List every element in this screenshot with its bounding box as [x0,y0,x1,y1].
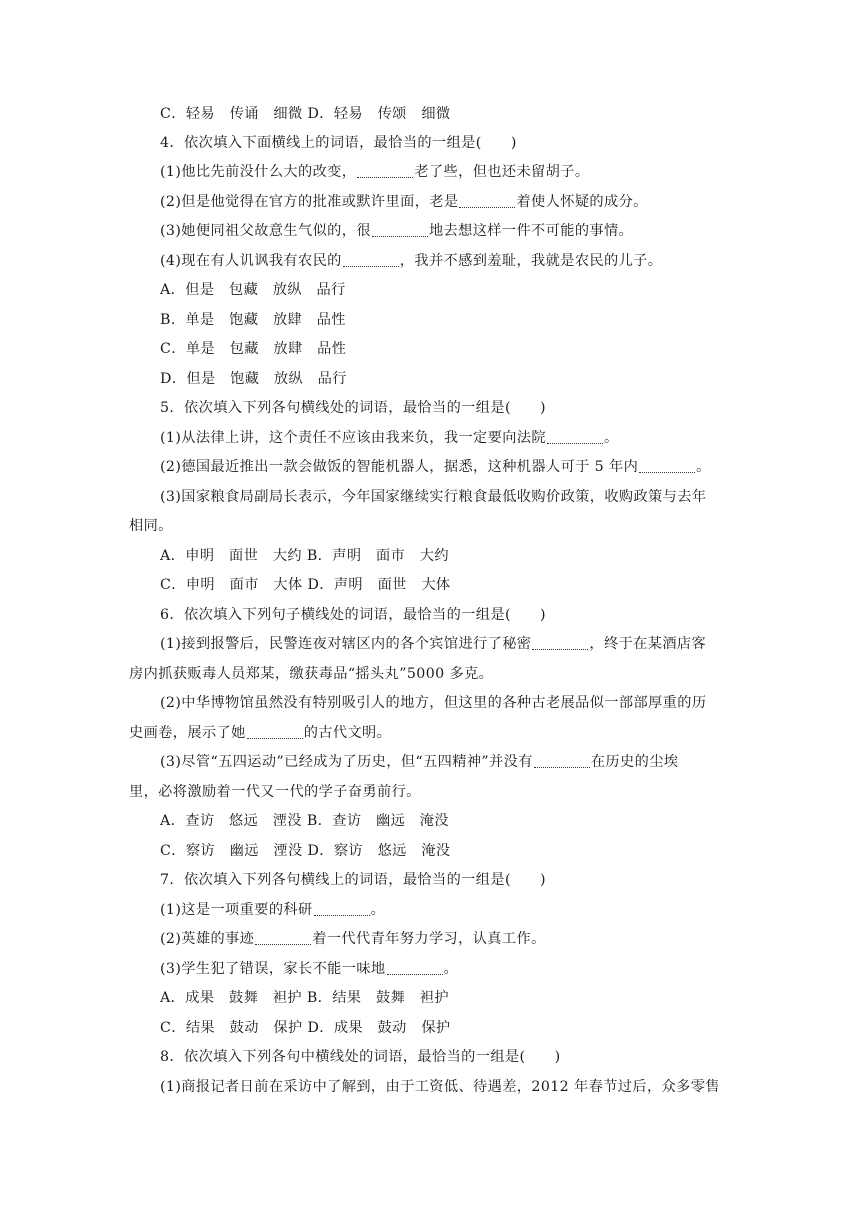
line-text: (4)现在有人讥讽我有农民的 [160,253,342,269]
sentence-line [160,192,648,212]
sentence-line [160,1077,720,1097]
line-text: 6．依次填入下列句子横线处的词语，最恰当的一组是( ) [160,607,546,623]
option-line [160,104,451,124]
sentence-line [129,782,421,802]
option-line [160,575,451,595]
sentence-line [160,693,706,713]
line-text: C．结果 鼓动 保护 D．成果 鼓动 保护 [160,1020,451,1036]
line-text: ，终于在某酒店客 [589,636,707,652]
line-text: 。 [443,961,459,977]
line-text: C．察访 幽远 湮没 D．察访 悠远 淹没 [160,843,451,859]
line-text: 。 [696,459,711,475]
line-text: (1)接到报警后，民警连夜对辖区内的各个宾馆进行了秘密 [160,636,532,652]
sentence-line [160,634,706,654]
line-text: C．申明 面市 大体 D．声明 面世 大体 [160,577,451,593]
question-heading [160,133,517,153]
question-heading [160,398,546,418]
fill-in-blank [534,753,590,768]
line-text: 史画卷，展示了她 [129,725,246,741]
line-text: 在历史的尘埃 [590,754,679,770]
line-text: C．单是 包藏 放肆 品性 [160,341,347,357]
fill-in-blank [532,635,588,650]
line-text: A．申明 面世 大约 B．声明 面市 大约 [160,548,449,564]
sentence-line [160,959,458,979]
line-text: (3)国家粮食局副局长表示，今年国家继续实行粮食最低收购价政策，收购政策与去年 [160,489,707,505]
line-text: 着一代代青年努力学习，认真工作。 [312,931,546,947]
fill-in-blank [639,458,695,473]
line-text: ，我并不感到羞耻，我就是农民的儿子。 [399,253,663,269]
line-text: A．但是 包藏 放纵 品行 [160,282,346,298]
sentence-line [160,752,678,772]
line-text: (2)但是他觉得在官方的批准或默许里面，老是 [160,194,459,210]
sentence-line [160,162,589,182]
sentence-line [160,221,633,241]
sentence-line [160,251,662,271]
question-heading [160,870,546,890]
line-text: 4．依次填入下面横线上的词语，最恰当的一组是( ) [160,135,517,151]
line-text: 。 [370,902,386,918]
option-line [160,811,449,831]
fill-in-blank [547,429,603,444]
option-line [160,369,347,389]
option-line [160,310,346,330]
sentence-line [129,664,493,684]
line-text: A．查访 悠远 湮没 B．查访 幽远 淹没 [160,813,449,829]
sentence-line [129,723,391,743]
line-text: D．但是 饱藏 放纵 品行 [160,371,347,387]
sentence-line [129,516,173,536]
line-text: (1)他比先前没什么大的改变， [160,164,357,180]
option-line [160,988,449,1008]
fill-in-blank [459,193,515,208]
fill-in-blank [372,222,428,237]
fill-in-blank [314,901,370,916]
line-text: (3)尽管“五四运动”已经成为了历史，但“五四精神”并没有 [160,754,533,770]
option-line [160,841,451,861]
line-text: 5．依次填入下列各句横线处的词语，最恰当的一组是( ) [160,400,546,416]
line-text: (2)英雄的事迹 [160,931,255,947]
line-text: (1)从法律上讲，这个责任不应该由我来负，我一定要向法院 [160,430,546,446]
line-text: 相同。 [129,518,173,534]
line-text: B．单是 饱藏 放肆 品性 [160,312,346,328]
sentence-line [160,900,385,920]
option-line [160,1018,451,1038]
line-text: 7．依次填入下列各句横线上的词语，最恰当的一组是( ) [160,872,546,888]
line-text: (3)学生犯了错误，家长不能一味地 [160,961,386,977]
sentence-line [160,487,706,507]
line-text: 老了些，但也还未留胡子。 [414,164,590,180]
line-text: 房内抓获贩毒人员郑某，缴获毒品“摇头丸”5000 多克。 [129,666,494,682]
fill-in-blank [343,252,399,267]
line-text: 8．依次填入下列各句中横线处的词语，最恰当的一组是( ) [160,1049,561,1065]
question-heading [160,605,546,625]
line-text: C．轻易 传诵 细微 D．轻易 传颂 细微 [160,106,451,122]
option-line [160,339,346,359]
line-text: (1)商报记者日前在采访中了解到，由于工资低、待遇差，2012 年春节过后，众多零售 [160,1079,720,1095]
sentence-line [160,428,619,448]
fill-in-blank [387,960,443,975]
sentence-line [160,457,711,477]
line-text: 的古代文明。 [303,725,392,741]
line-text: (2)德国最近推出一款会做饭的智能机器人，据悉，这种机器人可于 5 年内 [160,459,639,475]
sentence-line [160,929,546,949]
option-line [160,280,346,300]
line-text: 。 [604,430,619,446]
line-text: (1)这是一项重要的科研 [160,902,313,918]
option-line [160,546,449,566]
line-text: (3)她便同祖父故意生气似的，很 [160,223,371,239]
fill-in-blank [255,930,311,945]
fill-in-blank [247,724,303,739]
line-text: 里，必将激励着一代又一代的学子奋勇前行。 [129,784,421,800]
line-text: 地去想这样一件不可能的事情。 [428,223,634,239]
question-heading [160,1047,561,1067]
line-text: A．成果 鼓舞 袒护 B．结果 鼓舞 袒护 [160,990,449,1006]
line-text: (2)中华博物馆虽然没有特别吸引人的地方，但这里的各种古老展品似一部部厚重的历 [160,695,707,711]
line-text: 着使人怀疑的成分。 [516,194,648,210]
fill-in-blank [357,163,413,178]
